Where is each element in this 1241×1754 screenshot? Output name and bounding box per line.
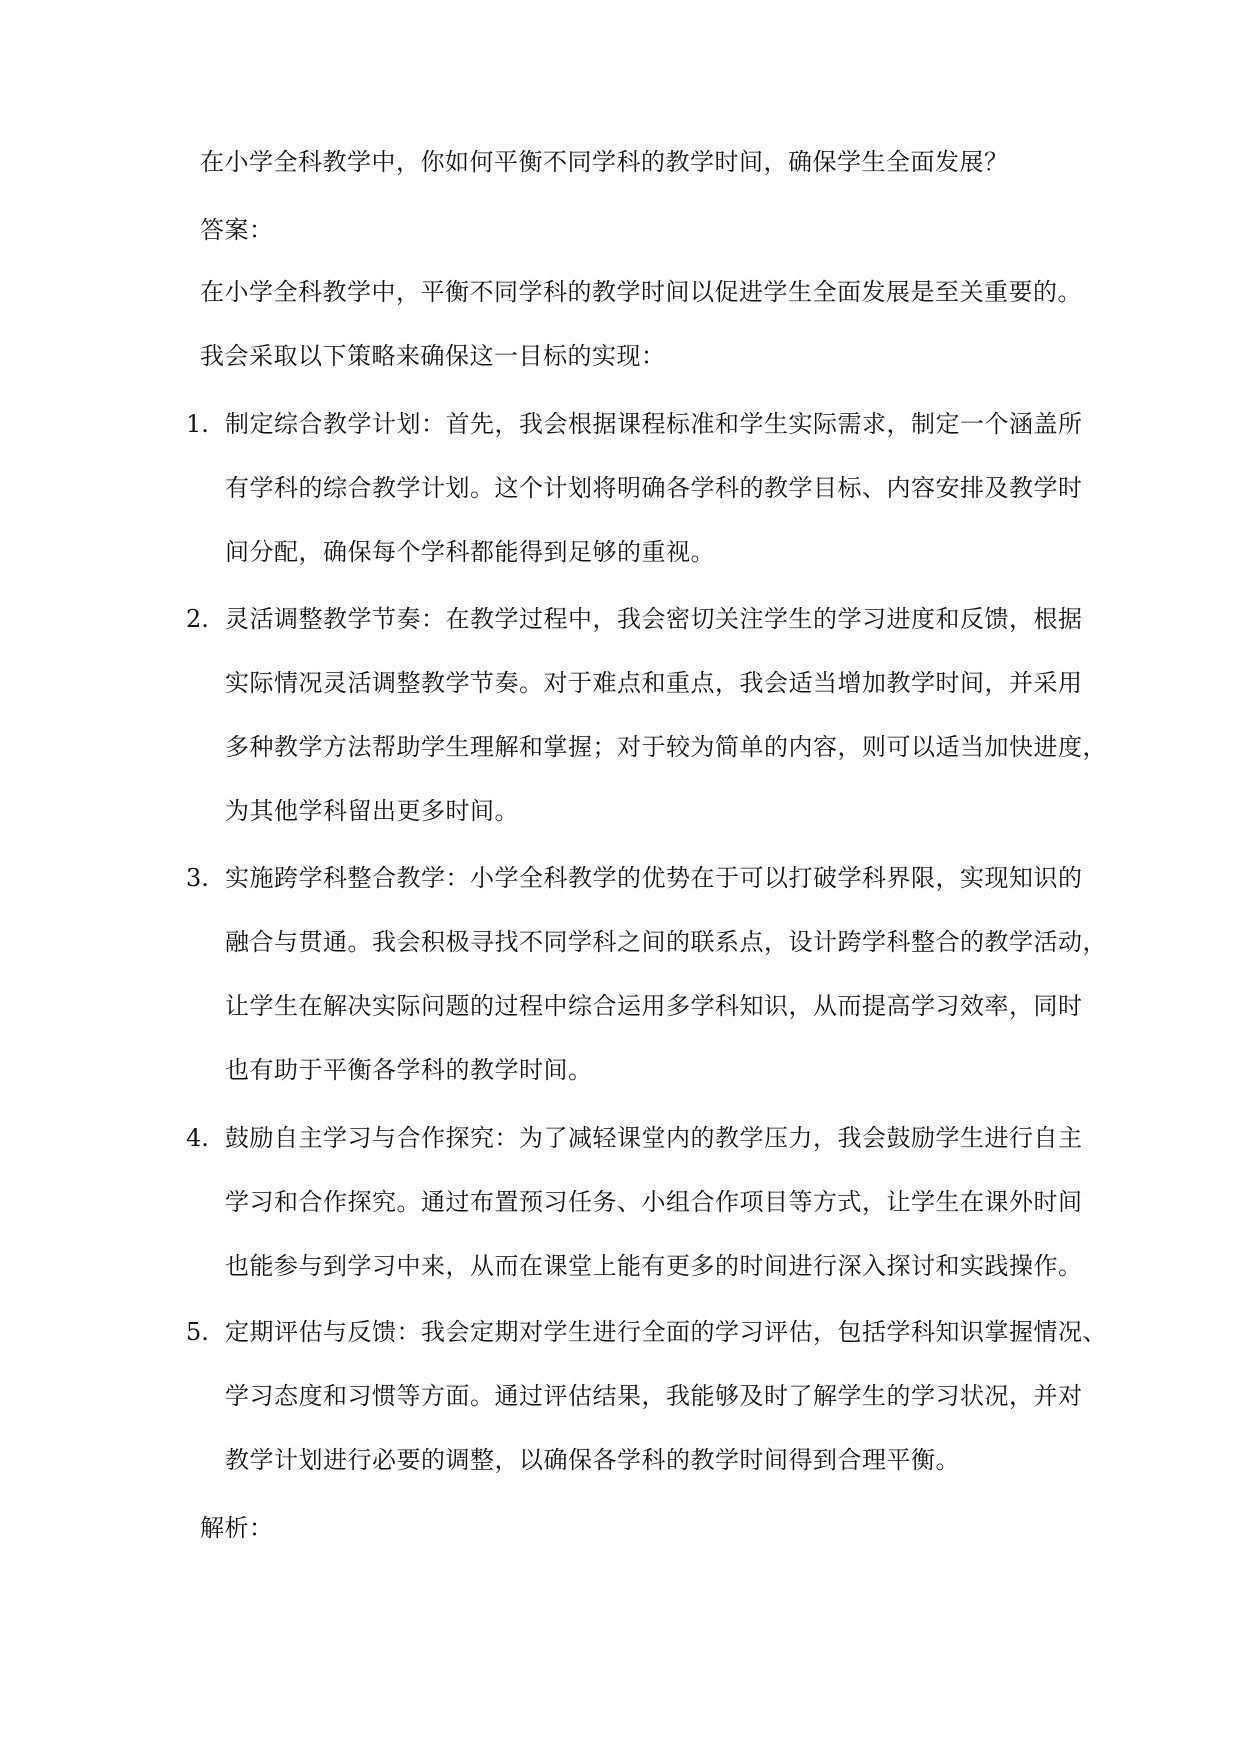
- list-item-line: 制定综合教学计划：首先，我会根据课程标准和学生实际需求，制定一个涵盖所: [225, 410, 1083, 438]
- list-item-number: 3.: [186, 864, 209, 892]
- list-item-number: 1.: [186, 410, 209, 438]
- list-item-line: 间分配，确保每个学科都能得到足够的重视。: [225, 538, 715, 566]
- list-item-number: 4.: [186, 1124, 209, 1152]
- question-text: 在小学全科教学中，你如何平衡不同学科的教学时间，确保学生全面发展？: [200, 148, 1009, 176]
- list-item-number: 2.: [186, 605, 209, 633]
- list-item-line: 学习和合作探究。通过布置预习任务、小组合作项目等方式，让学生在课外时间: [225, 1188, 1083, 1216]
- intro-line: 在小学全科教学中，平衡不同学科的教学时间以促进学生全面发展是至关重要的。: [200, 278, 1082, 306]
- list-item-line: 鼓励自主学习与合作探究：为了减轻课堂内的教学压力，我会鼓励学生进行自主: [225, 1124, 1083, 1152]
- intro-line: 我会采取以下策略来确保这一目标的实现：: [200, 342, 666, 370]
- list-item-line: 为其他学科留出更多时间。: [225, 797, 519, 825]
- list-item-line: 实施跨学科整合教学：小学全科教学的优势在于可以打破学科界限，实现知识的: [225, 864, 1083, 892]
- list-item-line: 定期评估与反馈：我会定期对学生进行全面的学习评估，包括学科知识掌握情况、: [225, 1318, 1107, 1346]
- list-item-line: 也能参与到学习中来，从而在课堂上能有更多的时间进行深入探讨和实践操作。: [225, 1252, 1083, 1280]
- list-item-line: 教学计划进行必要的调整，以确保各学科的教学时间得到合理平衡。: [225, 1446, 960, 1474]
- analysis-label: 解析：: [200, 1514, 274, 1542]
- list-item-line: 多种教学方法帮助学生理解和掌握；对于较为简单的内容，则可以适当加快进度，: [225, 733, 1107, 761]
- list-item-line: 灵活调整教学节奏：在教学过程中，我会密切关注学生的学习进度和反馈，根据: [225, 605, 1083, 633]
- answer-label: 答案：: [200, 216, 274, 244]
- list-item-line: 有学科的综合教学计划。这个计划将明确各学科的教学目标、内容安排及教学时: [225, 474, 1083, 502]
- list-item-number: 5.: [186, 1318, 209, 1346]
- list-item-line: 学习态度和习惯等方面。通过评估结果，我能够及时了解学生的学习状况，并对: [225, 1382, 1083, 1410]
- list-item-line: 融合与贯通。我会积极寻找不同学科之间的联系点，设计跨学科整合的教学活动，: [225, 928, 1107, 956]
- list-item-line: 实际情况灵活调整教学节奏。对于难点和重点，我会适当增加教学时间，并采用: [225, 669, 1083, 697]
- list-item-line: 也有助于平衡各学科的教学时间。: [225, 1056, 593, 1084]
- list-item-line: 让学生在解决实际问题的过程中综合运用多学科知识，从而提高学习效率，同时: [225, 992, 1083, 1020]
